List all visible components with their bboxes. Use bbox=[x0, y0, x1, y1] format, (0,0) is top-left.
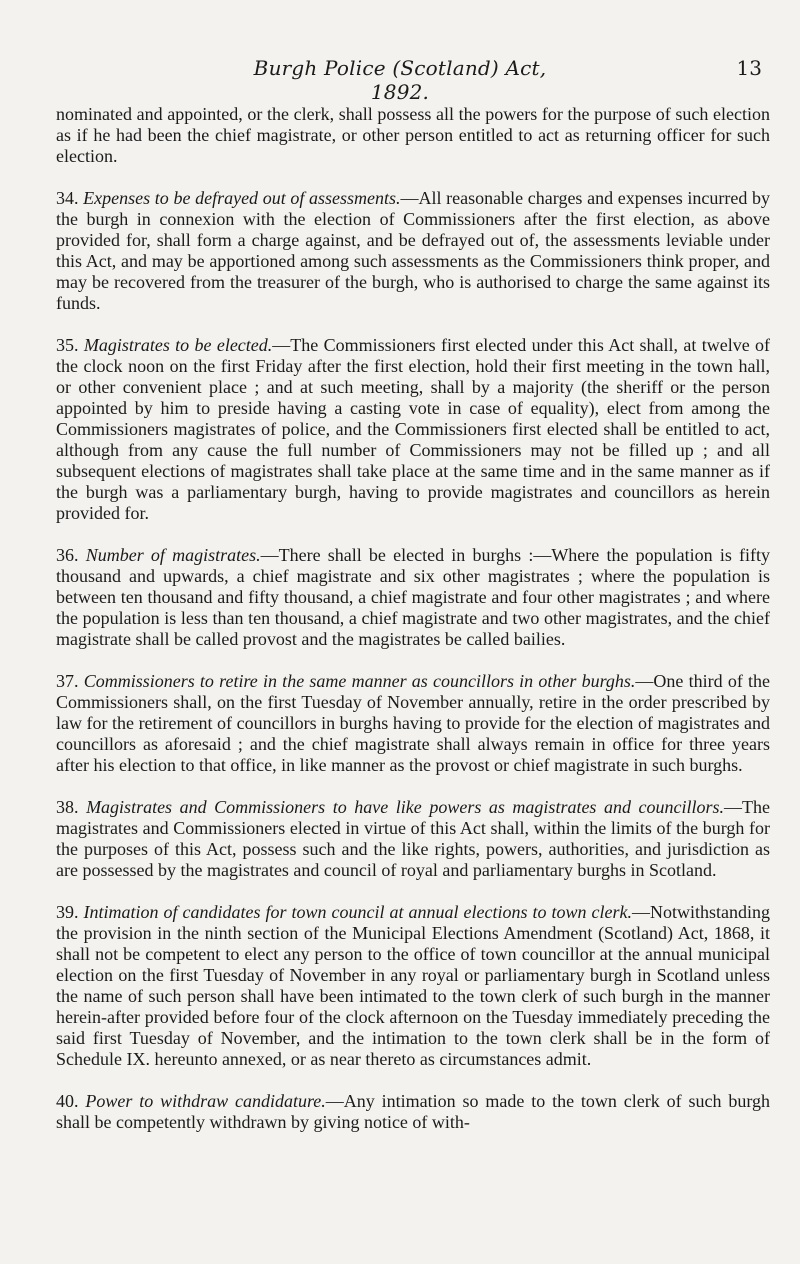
section-number: 37. bbox=[56, 671, 79, 691]
section-number: 34. bbox=[56, 188, 79, 208]
opening-paragraph: nominated and appointed, or the clerk, shall possess all the powers for the purpose of such election as if he had been the chief magistrate, or other person entitled to act as returning officer for such election. bbox=[56, 104, 770, 166]
section-text: —The magistrates and Commissioners elected in virtue of this Act shall, within the limits of the burgh for the purposes of this Act, possess such and the like rights, powers, authorities, and jurisdiction as are possessed by the magistrates and council of royal and parliamentary burghs in Scotland. bbox=[56, 797, 771, 880]
section-35 bbox=[56, 335, 770, 524]
section-text: —Any intimation so made to the town clerk of such burgh shall be competently withdrawn by giving notice of with- bbox=[56, 1091, 771, 1132]
section-40 bbox=[56, 1091, 770, 1133]
section-text: —There shall be elected in burghs :—Where the population is fifty thousand and upwards, a chief magistrate and six other magistrates ; where the population is between ten thousand and fifty thousand, a chief magistrate and four other magistrates ; and where the population is less than ten thousand, a chief magistrate and two other magistrates, and the chief magistrate shall be called provost and the magistrates be called bailies. bbox=[56, 545, 771, 649]
body-text bbox=[56, 104, 770, 1154]
section-text: —All reasonable charges and expenses incurred by the burgh in connexion with the election of Commissioners after the first election, as above provided for, shall form a charge against, and be defrayed out of, the assessments leviable under this Act, and may be apportioned among such assessments as the Commissioners think proper, and may be recovered from the treasurer of the burgh, who is authorised to charge the same against its funds. bbox=[56, 188, 770, 313]
section-number: 39. bbox=[56, 902, 79, 922]
section-text: —The Commissioners first elected under this Act shall, at twelve of the clock noon on the first Friday after the first election, hold their first meeting in the town hall, or other convenient place ; and at such meeting, shall by a majority (the sheriff or the person appointed by him to preside having a casting vote in case of equality), elect from among the Commissioners magistrates of police, and the Commissioners first elected shall be entitled to act, although from any cause the full number of Commissioners may not be filled up ; and all subsequent elections of magistrates shall take place at the same time and in the same manner as if the burgh was a parliamentary burgh, having to provide magistrates and councillors as herein provided for. bbox=[56, 335, 771, 523]
running-head: Burgh Police (Scotland) Act, 1892. bbox=[253, 56, 547, 104]
section-text: —One third of the Commissioners shall, on the first Tuesday of November annually, retire in the order prescribed by law for the retirement of councillors in burghs having to provide for the election of magistrates and councillors as aforesaid ; and the chief magistrate shall always remain in office for three years after his election to that office, in like manner as the provost or chief magistrate in such burghs. bbox=[56, 671, 770, 775]
section-text: —Notwithstanding the provision in the ninth section of the Municipal Elections Amendment (Scotland) Act, 1868, it shall not be competent to elect any person to the office of town councillor at the annual municipal election on the first Tuesday of November in any royal or parliamentary burgh in Scotland unless the name of such person shall have been intimated to the town clerk of such burgh in the manner herein-after provided before four of the clock afternoon on the Tuesday immediately preceding the said first Tuesday of November, and the intimation to the town clerk shall be in the form of Schedule IX. hereunto annexed, or as near thereto as circumstances admit. bbox=[56, 902, 771, 1069]
section-34 bbox=[56, 188, 770, 314]
section-number: 38. bbox=[56, 797, 79, 817]
section-title: Magistrates to be elected. bbox=[83, 335, 273, 355]
section-37 bbox=[56, 671, 770, 776]
section-number: 35. bbox=[56, 335, 79, 355]
section-title: Magistrates and Commissioners to have like powers as magistrates and councillors. bbox=[86, 797, 725, 817]
section-39 bbox=[56, 902, 770, 1070]
section-number: 40. bbox=[56, 1091, 79, 1111]
section-36 bbox=[56, 545, 770, 650]
section-38 bbox=[56, 797, 770, 881]
section-title: Power to withdraw candidature. bbox=[85, 1091, 326, 1111]
section-number: 36. bbox=[56, 545, 79, 565]
section-title: Intimation of candidates for town council at annual elections to town clerk. bbox=[83, 902, 633, 922]
section-title: Number of magistrates. bbox=[85, 545, 261, 565]
section-title: Expenses to be defrayed out of assessments. bbox=[83, 188, 401, 208]
section-title: Commissioners to retire in the same manner as councillors in other burghs. bbox=[83, 671, 636, 691]
page-number: 13 bbox=[736, 56, 762, 80]
